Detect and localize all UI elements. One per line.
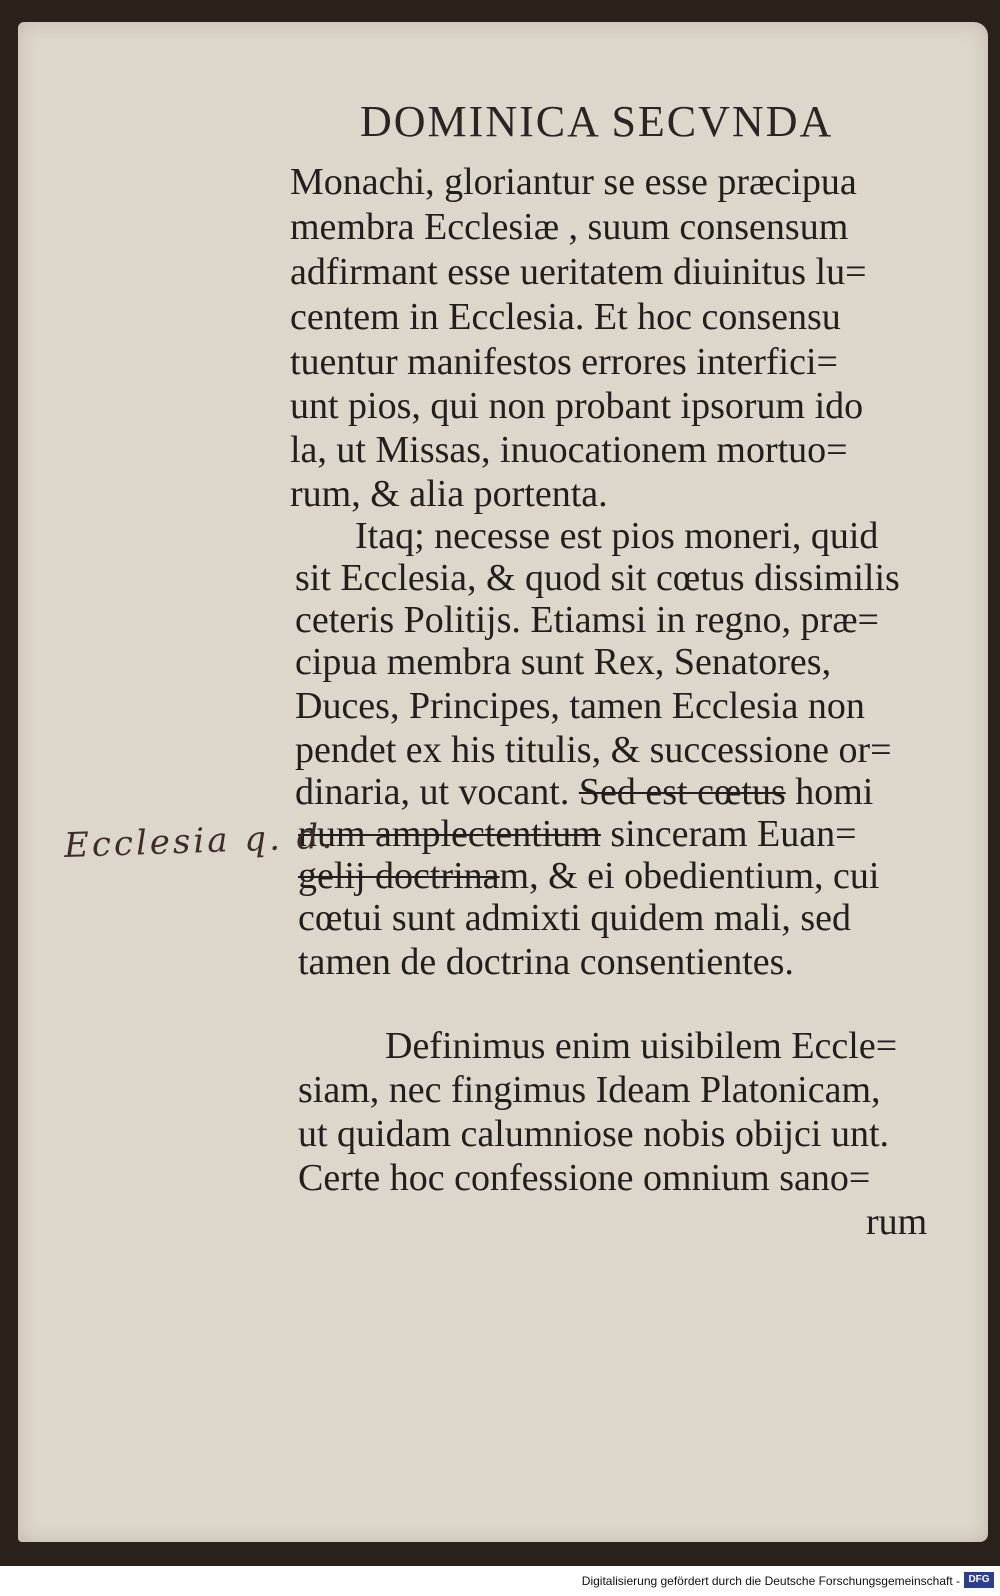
- dfg-logo: DFG: [964, 1572, 994, 1588]
- running-head: DOMINICA SECVNDA: [360, 97, 834, 146]
- struck-text: gelij doctrina: [298, 855, 500, 897]
- text-line: ut quidam calumniose nobis obijci unt.: [298, 1113, 890, 1155]
- text-line: rum, & alia portenta.: [290, 473, 608, 515]
- text-line: [298, 854, 879, 898]
- text-line: membra Ecclesiæ , suum consensum: [290, 206, 849, 248]
- text-segment: sinceram Euan=: [600, 813, 857, 855]
- text-line: adfirmant esse ueritatem diuinitus lu=: [290, 251, 867, 293]
- text-segment: dinaria, ut vocant.: [295, 771, 579, 813]
- text-line: tuentur manifestos errores interfici=: [290, 341, 838, 383]
- footer-bar: [0, 1566, 1000, 1596]
- text-line: [298, 812, 857, 856]
- text-segment: homi: [785, 771, 874, 813]
- text-line: cipua membra sunt Rex, Senatores,: [295, 641, 832, 683]
- text-line: la, ut Missas, inuocationem mortuo=: [290, 429, 848, 471]
- text-line: unt pios, qui non probant ipsorum ido: [290, 385, 864, 427]
- struck-text: Sed est cœtus: [578, 771, 786, 813]
- text-line: Duces, Principes, tamen Ecclesia non: [295, 685, 865, 727]
- funding-credit: Digitalisierung gefördert durch die Deutsche Forschungsgemeinschaft -: [581, 1574, 960, 1588]
- text-line: Certe hoc confessione omnium sano=: [298, 1157, 871, 1199]
- text-line: siam, nec fingimus Ideam Platonicam,: [298, 1069, 881, 1111]
- text-line: cœtui sunt admixti quidem mali, sed: [298, 897, 852, 939]
- text-line: Definimus enim uisibilem Eccle=: [385, 1025, 898, 1067]
- text-segment: m, & ei obedientium, cui: [499, 855, 880, 897]
- text-line: Itaq; necesse est pios moneri, quid: [355, 515, 879, 557]
- catchword: rum: [866, 1201, 928, 1243]
- text-line: centem in Ecclesia. Et hoc consensu: [290, 296, 841, 338]
- text-line: pendet ex his titulis, & successione or=: [295, 729, 892, 771]
- handwritten-margin-note: Ecclesia q. d.: [63, 816, 336, 867]
- text-line: Monachi, gloriantur se esse præcipua: [290, 161, 857, 203]
- text-line: [295, 770, 873, 814]
- text-line: tamen de doctrina consentientes.: [298, 941, 794, 983]
- struck-text: num amplectentium: [298, 813, 601, 855]
- text-line: ceteris Politijs. Etiamsi in regno, præ=: [295, 599, 879, 641]
- text-line: sit Ecclesia, & quod sit cœtus dissimilis: [295, 557, 900, 599]
